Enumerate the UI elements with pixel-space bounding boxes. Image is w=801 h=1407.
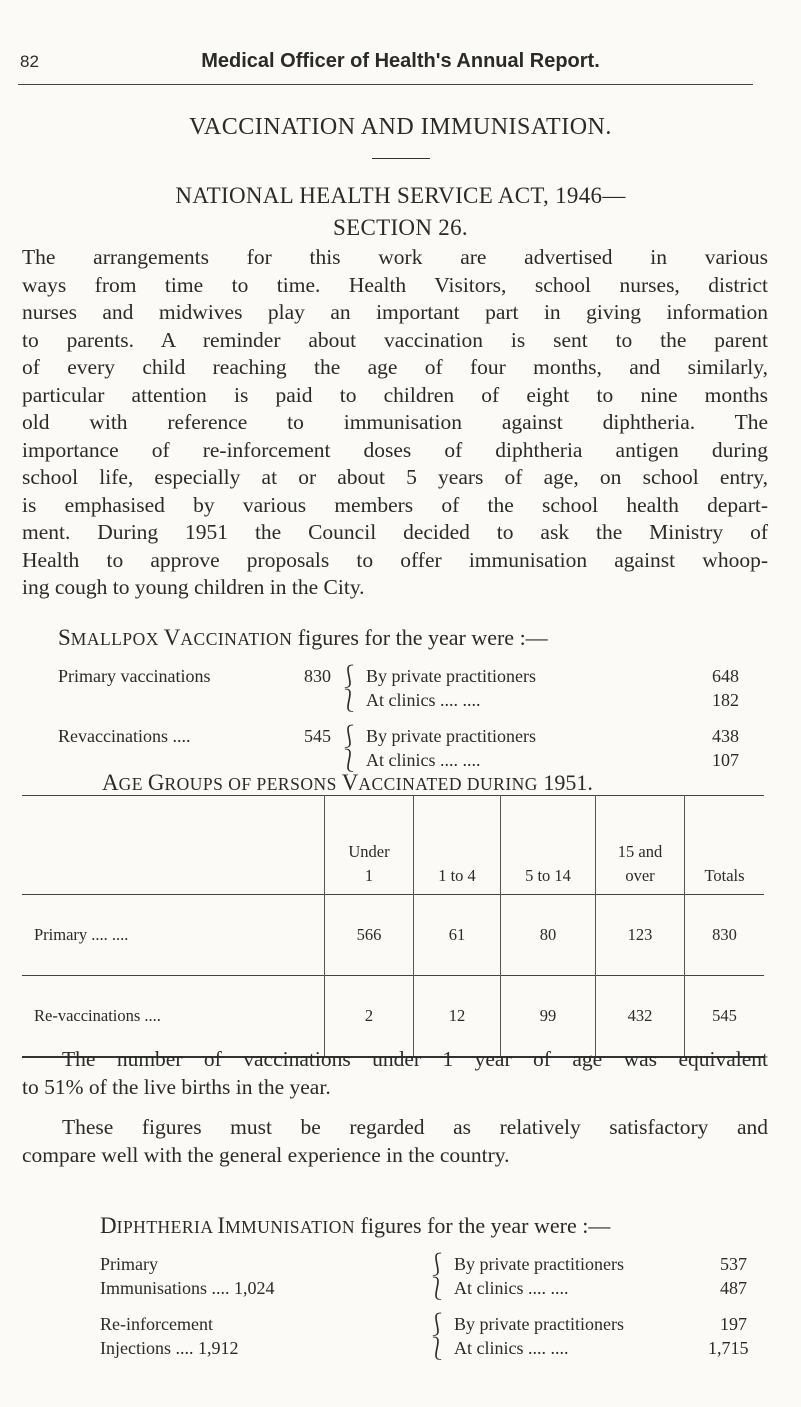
paragraph-line: nurses and midwives play an important part in giving information <box>22 300 768 324</box>
smallpox-primary-clinics: 182 <box>712 690 739 710</box>
diph-primary-private: 537 <box>720 1254 747 1274</box>
row-label: Re-vaccinations .... <box>22 976 325 1058</box>
brace-icon: ⎰ <box>426 1253 449 1278</box>
paragraph-line: old with reference to immunisation against diphtheria. The <box>22 410 768 434</box>
table-header-cell: Totals <box>685 796 765 895</box>
diph-primary-label-1: Primary <box>100 1254 158 1274</box>
table-cell: 2 <box>325 976 414 1058</box>
subheading-line-1: NATIONAL HEALTH SERVICE ACT, 1946— <box>175 183 626 208</box>
table-header-row <box>22 796 764 895</box>
smallpox-private-label: By private practitioners <box>366 666 536 686</box>
diph-clinics-label: At clinics .... .... <box>454 1338 569 1358</box>
paragraph-line: ment. During 1951 the Council decided to ask the Ministry of <box>22 520 768 544</box>
brace-icon: ⎰ <box>338 725 361 750</box>
diph-primary-clinics: 487 <box>720 1278 747 1298</box>
diph-reinf-private: 197 <box>720 1314 747 1334</box>
table-row <box>22 895 764 976</box>
table-cell: 123 <box>596 895 685 976</box>
table-cell: 99 <box>501 976 596 1058</box>
paragraph-line: ways from time to time. Health Visitors, school nurses, district <box>22 272 768 297</box>
table-row <box>22 976 764 1058</box>
brace-icon: ⎰ <box>338 665 361 690</box>
paragraph-line: The number of vaccinations under 1 year of age was equivalent <box>62 1047 768 1071</box>
table-header-cell: 15 and over <box>596 796 685 895</box>
table-header-cell: 5 to 14 <box>501 796 596 895</box>
age-groups-heading: AGE GROUPS OF PERSONS VACCINATED DURING 1951. <box>102 770 593 795</box>
smallpox-heading: SMALLPOX VACCINATION figures for the year were :— <box>58 625 548 650</box>
smallpox-primary-label: Primary vaccinations <box>58 666 211 686</box>
table-cell: 566 <box>325 895 414 976</box>
brace-icon: ⎱ <box>426 1337 449 1362</box>
smallpox-revac-private: 438 <box>712 726 739 746</box>
heading-divider <box>372 158 430 159</box>
page-header <box>0 50 801 84</box>
diph-reinf-clinics: 1,715 <box>708 1338 749 1358</box>
paragraph-line: These figures must be regarded as relatively satisfactory and <box>62 1115 768 1139</box>
brace-icon: ⎱ <box>426 1277 449 1302</box>
table-cell: 80 <box>501 895 596 976</box>
paragraph-line: compare well with the general experience in the country. <box>22 1142 510 1167</box>
smallpox-private-label: By private practitioners <box>366 726 536 746</box>
diphtheria-heading: DIPHTHERIA IMMUNISATION figures for the year were :— <box>100 1213 611 1238</box>
row-label: Primary .... .... <box>22 895 325 976</box>
table-cell: 830 <box>685 895 765 976</box>
table-cell: 545 <box>685 976 765 1058</box>
paragraph-line: The arrangements for this work are advertised in various <box>22 245 768 269</box>
smallpox-primary-total: 830 <box>304 666 331 686</box>
table-cell: 61 <box>414 895 501 976</box>
brace-icon: ⎰ <box>426 1313 449 1338</box>
subheading-line-2: SECTION 26. <box>333 215 468 240</box>
smallpox-clinics-label: At clinics .... .... <box>366 690 481 710</box>
diph-clinics-label: At clinics .... .... <box>454 1278 569 1298</box>
paragraph-line: importance of re-inforcement doses of diphtheria antigen during <box>22 437 768 462</box>
paragraph-line: of every child reaching the age of four months, and similarly, <box>22 355 768 379</box>
paragraph-line: Health to approve proposals to offer immunisation against whoop- <box>22 547 768 572</box>
table-cell: 12 <box>414 976 501 1058</box>
diph-primary-label-2: Immunisations .... 1,024 <box>100 1278 275 1298</box>
age-groups-table <box>22 795 764 1058</box>
vaccination-ratio-paragraph <box>22 1046 768 1101</box>
diph-private-label: By private practitioners <box>454 1314 624 1334</box>
table-cell: 432 <box>596 976 685 1058</box>
table-header-cell: 1 to 4 <box>414 796 501 895</box>
intro-paragraph <box>22 244 768 602</box>
header-rule <box>18 84 753 85</box>
diph-private-label: By private practitioners <box>454 1254 624 1274</box>
assessment-paragraph <box>22 1114 768 1169</box>
table-header-cell <box>22 796 325 895</box>
section-subheading <box>0 180 801 244</box>
paragraph-line: to 51% of the live births in the year. <box>22 1074 331 1099</box>
running-title: Medical Officer of Health's Annual Report. <box>201 50 600 72</box>
smallpox-revac-label: Revaccinations .... <box>58 726 191 746</box>
paragraph-line: to parents. A reminder about vaccination is sent to the parent <box>22 327 768 352</box>
diph-reinf-label-2: Injections .... 1,912 <box>100 1338 239 1358</box>
diph-reinf-label-1: Re-inforcement <box>100 1314 213 1334</box>
paragraph-line: ing cough to young children in the City. <box>22 575 365 599</box>
paragraph-line: school life, especially at or about 5 years of age, on school entry, <box>22 465 768 489</box>
paragraph-line: particular attention is paid to children of eight to nine months <box>22 382 768 407</box>
smallpox-primary-private: 648 <box>712 666 739 686</box>
brace-icon: ⎱ <box>338 689 361 714</box>
page-number: 82 <box>20 52 39 71</box>
table-header-cell: Under 1 <box>325 796 414 895</box>
smallpox-clinics-label: At clinics .... .... <box>366 750 481 770</box>
smallpox-revac-clinics: 107 <box>712 750 739 770</box>
brace-icon: ⎱ <box>338 749 361 774</box>
main-heading: VACCINATION AND IMMUNISATION. <box>189 114 612 140</box>
smallpox-revac-total: 545 <box>304 726 331 746</box>
paragraph-line: is emphasised by various members of the school health depart- <box>22 492 768 517</box>
